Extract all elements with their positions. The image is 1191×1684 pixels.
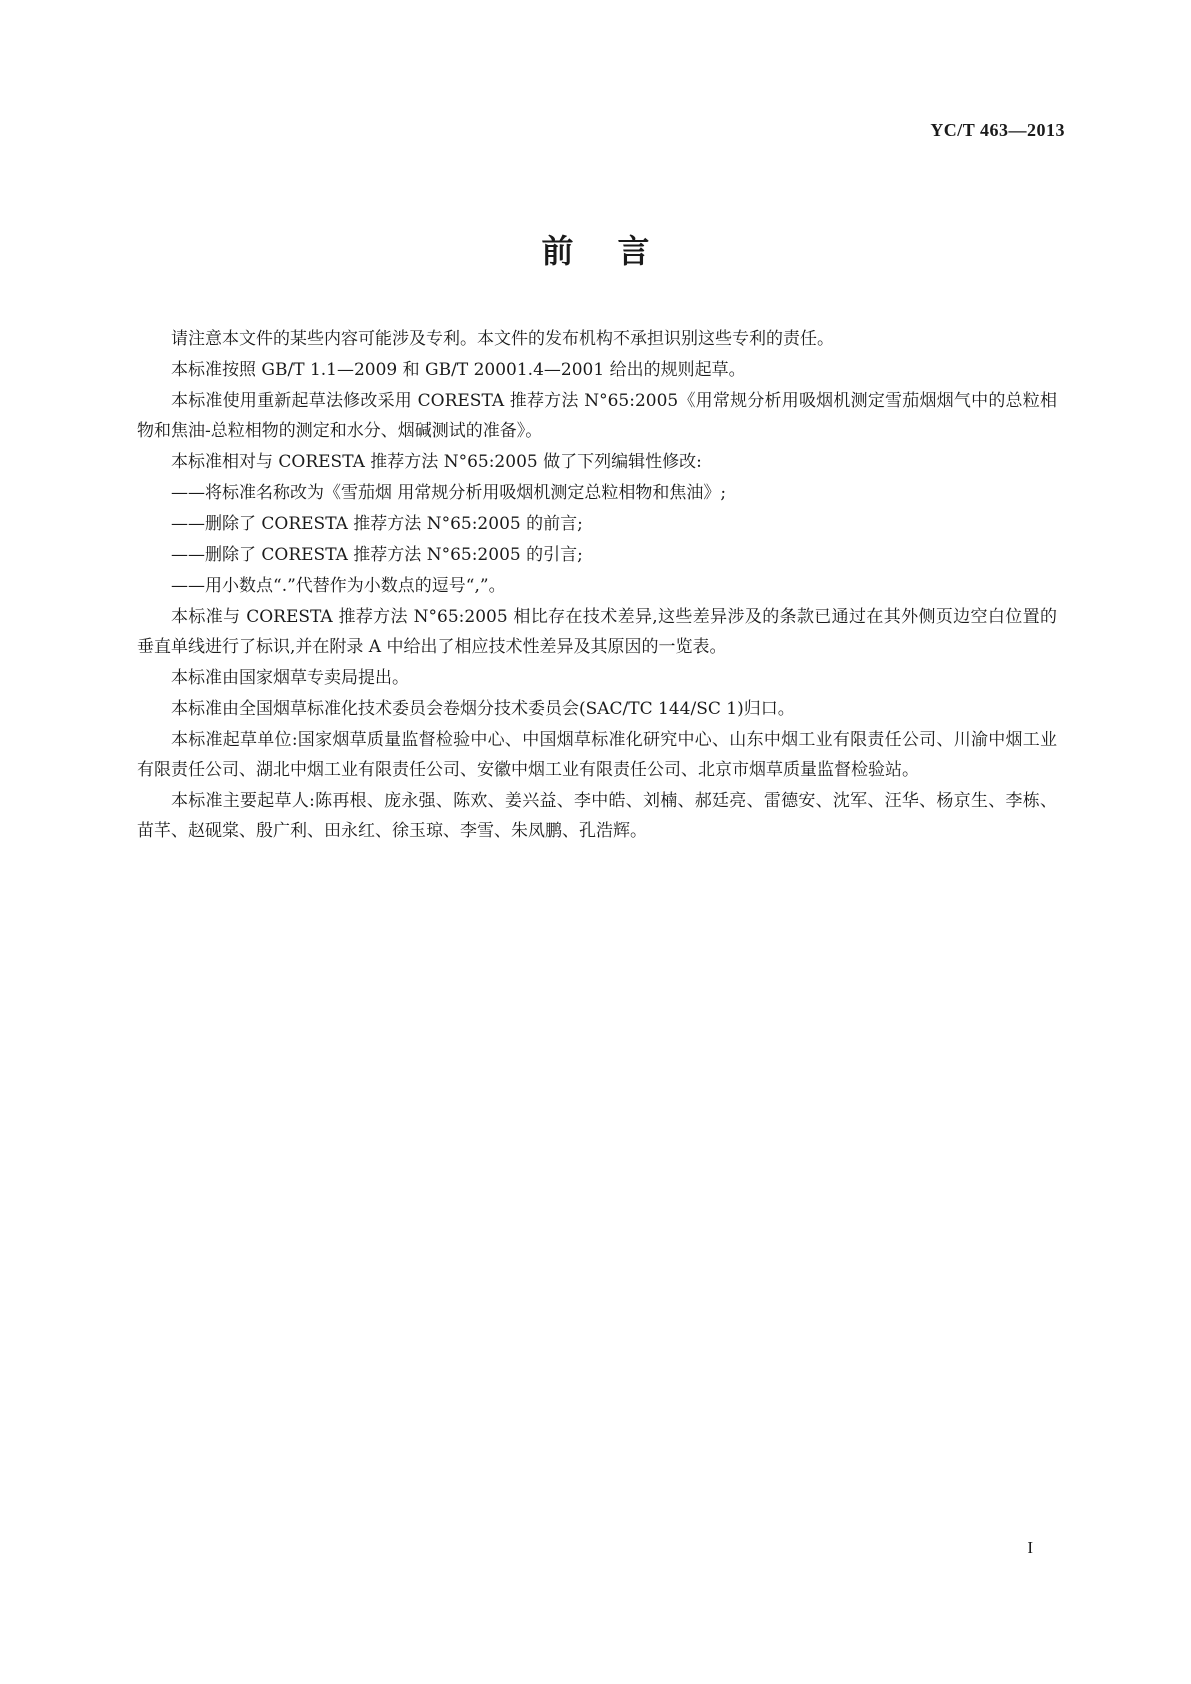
paragraph-patent-notice: 请注意本文件的某些内容可能涉及专利。本文件的发布机构不承担识别这些专利的责任。: [171, 329, 834, 349]
list-item-remove-foreword: ——删除了 CORESTA 推荐方法 N°65:2005 的前言;: [171, 514, 583, 534]
paragraph-proposer: 本标准由国家烟草专卖局提出。: [171, 668, 409, 688]
paragraph-technical-differences: 本标准与 CORESTA 推荐方法 N°65:2005 相比存在技术差异,这些差异涉及的条款已通过在其外侧页边空白位置的垂直单线进行了标识,并在附录 A 中给出了相应技术性差异及其原因的一览表。: [137, 607, 1057, 657]
paragraph-drafters: 本标准主要起草人:陈再根、庞永强、陈欢、姜兴益、李中皓、刘楠、郝廷亮、雷德安、沈军、汪华、杨京生、李栋、苗芊、赵砚棠、殷广利、田永红、徐玉琼、李雪、朱凤鹏、孔浩辉。: [137, 791, 1057, 841]
standard-number: YC/T 463—2013: [930, 120, 1065, 140]
page-number: I: [1027, 1538, 1033, 1557]
list-item-decimal-point: ——用小数点“.”代替作为小数点的逗号“,”。: [171, 576, 506, 596]
list-item-rename: ——将标准名称改为《雪茄烟 用常规分析用吸烟机测定总粒相物和焦油》;: [171, 483, 727, 503]
page-title: 前言: [541, 232, 694, 270]
paragraph-drafting-units: 本标准起草单位:国家烟草质量监督检验中心、中国烟草标准化研究中心、山东中烟工业有限责任公司、川渝中烟工业有限责任公司、湖北中烟工业有限责任公司、安徽中烟工业有限责任公司、北京市烟草质量监督检验站。: [137, 730, 1057, 780]
paragraph-drafting-rules: 本标准按照 GB/T 1.1—2009 和 GB/T 20001.4—2001 给出的规则起草。: [171, 360, 746, 380]
paragraph-adoption: 本标准使用重新起草法修改采用 CORESTA 推荐方法 N°65:2005《用常规分析用吸烟机测定雪茄烟烟气中的总粒相物和焦油-总粒相物的测定和水分、烟碱测试的准备》。: [137, 391, 1057, 441]
foreword-body: [137, 324, 1057, 847]
paragraph-editorial-changes: 本标准相对与 CORESTA 推荐方法 N°65:2005 做了下列编辑性修改:: [171, 452, 702, 472]
paragraph-committee: 本标准由全国烟草标准化技术委员会卷烟分技术委员会(SAC/TC 144/SC 1)归口。: [171, 699, 795, 719]
list-item-remove-introduction: ——删除了 CORESTA 推荐方法 N°65:2005 的引言;: [171, 545, 583, 565]
